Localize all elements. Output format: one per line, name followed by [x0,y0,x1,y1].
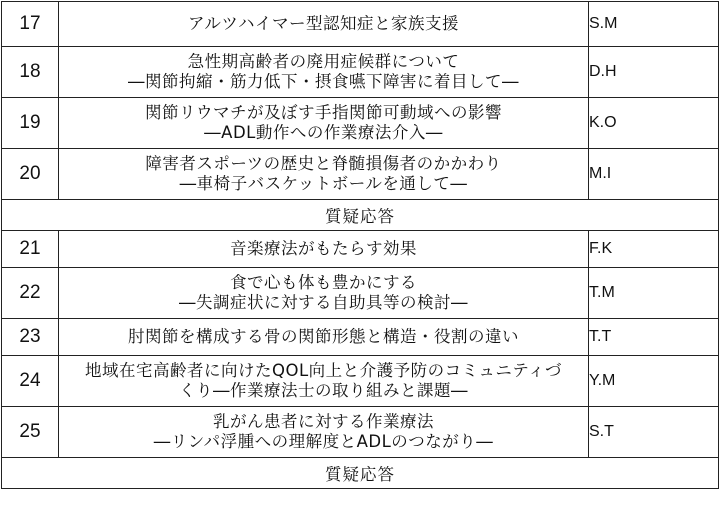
presenter-initials: T.T [589,319,719,356]
presentation-title [59,149,589,200]
title-line: アルツハイマー型認知症と家族支援 [187,14,459,33]
presenter-initials: F.K [589,231,719,268]
title-line: 乳がん患者に対する作業療法 [213,412,434,431]
qa-row [2,200,719,231]
presentation-title [59,47,589,98]
table-row [2,47,719,98]
presenter-initials: M.I [589,149,719,200]
presentation-title [59,319,589,356]
title-line: 地域在宅高齢者に向けたQOL向上と介護予防のコミュニティづ [84,361,563,380]
title-line: 食で心も体も豊かにする [230,273,417,292]
presenter-initials: S.M [589,2,719,47]
title-line: 急性期高齢者の廃用症候群について [187,52,460,71]
subtitle-line: ―ADL動作への作業療法介入― [204,123,443,142]
presenter-initials: S.T [589,407,719,458]
table-row [2,98,719,149]
presentation-title [59,356,589,407]
table-row [2,231,719,268]
table-row [2,407,719,458]
presentation-number: 21 [2,231,59,268]
table-row [2,268,719,319]
title-line: 音楽療法がもたらす効果 [230,239,417,258]
title-line-continued: くり―作業療法士の取り組みと課題― [179,381,468,400]
presenter-initials: K.O [589,98,719,149]
presentation-number: 24 [2,356,59,407]
presenter-initials: D.H [589,47,719,98]
table-row [2,319,719,356]
presentation-number: 18 [2,47,59,98]
presentation-number: 25 [2,407,59,458]
presentation-number: 19 [2,98,59,149]
presentation-title [59,268,589,319]
presenter-initials: T.M [589,268,719,319]
presentation-title [59,98,589,149]
presentation-title [59,231,589,268]
table-row [2,2,719,47]
title-line: 障害者スポーツの歴史と脊髄損傷者のかかわり [145,154,502,173]
presentation-number: 22 [2,268,59,319]
presentation-number: 20 [2,149,59,200]
subtitle-line: ―リンパ浮腫への理解度とADLのつながり― [153,432,494,451]
presentation-title [59,407,589,458]
presentation-number: 23 [2,319,59,356]
title-line: 関節リウマチが及ぼす手指関節可動域への影響 [145,103,502,122]
subtitle-line: ―関節拘縮・筋力低下・摂食嚥下障害に着目して― [128,72,519,91]
presenter-initials: Y.M [589,356,719,407]
qa-row [2,458,719,489]
title-line: 肘関節を構成する骨の関節形態と構造・役割の違い [128,327,519,346]
qa-session-label: 質疑応答 [2,200,719,231]
subtitle-line: ―失調症状に対する自助具等の検討― [179,293,468,312]
subtitle-line: ―車椅子バスケットボールを通して― [179,174,468,193]
presentation-schedule-table [1,1,719,489]
table-row [2,356,719,407]
presentation-number: 17 [2,2,59,47]
presentation-title [59,2,589,47]
qa-session-label: 質疑応答 [2,458,719,489]
table-row [2,149,719,200]
